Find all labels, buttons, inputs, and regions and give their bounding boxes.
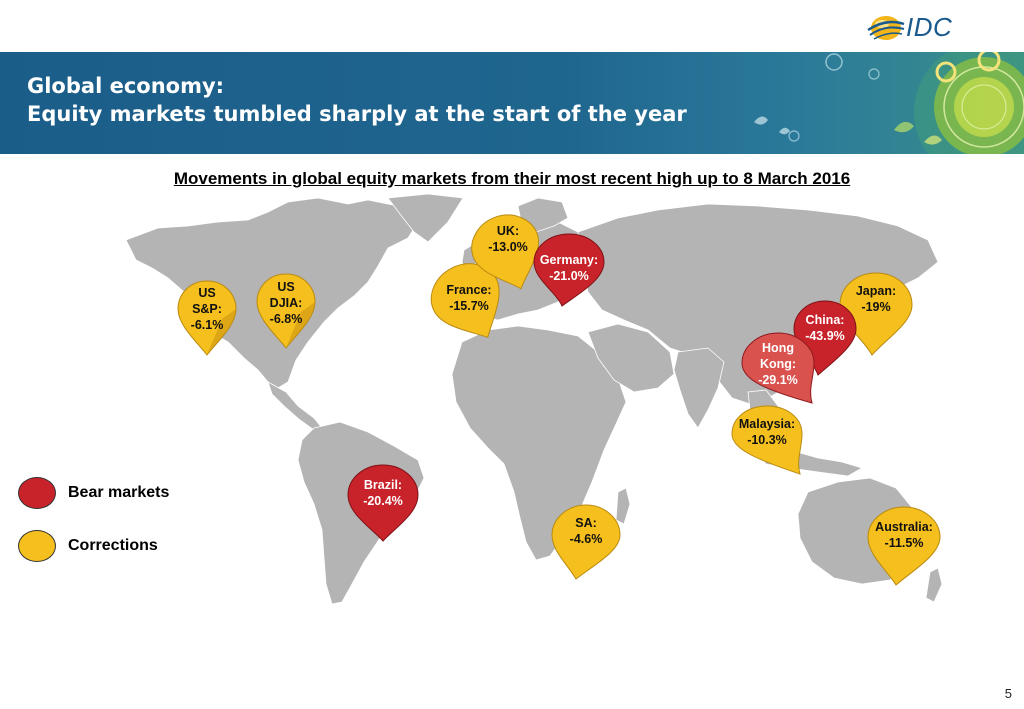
pin-line: France: xyxy=(446,283,492,297)
banner-decoration xyxy=(684,52,1024,154)
market-pin-germany xyxy=(532,232,606,308)
pin-line: DJIA: xyxy=(269,296,303,310)
pin-line: Germany: xyxy=(539,253,599,267)
idc-logo xyxy=(866,10,986,44)
pin-line: S&P: xyxy=(192,302,222,316)
pin-line: SA: xyxy=(575,516,597,530)
pin-value: -6.1% xyxy=(190,318,224,332)
market-pin-hong-kong xyxy=(740,331,816,407)
central-america-landmass xyxy=(268,382,322,430)
page-number: 5 xyxy=(1004,686,1012,701)
legend-bear-label: Bear markets xyxy=(68,484,170,501)
pin-line: Hong xyxy=(762,341,794,355)
pin-line: Kong: xyxy=(759,357,797,371)
pin-value: -43.9% xyxy=(805,329,845,343)
pin-value: -10.3% xyxy=(747,433,787,447)
market-pin-brazil xyxy=(346,463,420,543)
subtitle-text: Movements in global equity markets from their most recent high up to 8 March 2016 xyxy=(173,169,851,188)
legend-correction-label: Corrections xyxy=(68,537,158,554)
pin-value: -19% xyxy=(861,300,891,314)
pin-value: -29.1% xyxy=(758,373,798,387)
market-pin-us-djia xyxy=(255,272,317,350)
pin-value: -21.0% xyxy=(549,269,589,283)
pin-value: -6.8% xyxy=(269,312,303,326)
pin-value: -20.4% xyxy=(363,494,403,508)
market-pin-australia xyxy=(866,505,942,587)
pin-line: Japan: xyxy=(855,284,897,298)
legend-corrections xyxy=(18,530,158,562)
idc-globe-icon xyxy=(866,10,906,44)
pin-line: China: xyxy=(805,313,845,327)
pin-value: -4.6% xyxy=(569,532,603,546)
pin-line: UK: xyxy=(496,224,520,238)
legend-bear-markets xyxy=(18,477,169,509)
pin-line: US xyxy=(277,280,295,294)
top-bar xyxy=(0,0,1024,52)
market-pin-sa xyxy=(550,503,622,581)
title-banner xyxy=(0,52,1024,154)
pin-value: -11.5% xyxy=(884,536,924,550)
pin-line: US xyxy=(198,286,216,300)
bear-swatch-icon xyxy=(18,477,56,509)
pin-line: Brazil: xyxy=(363,478,403,492)
logo-text: IDC xyxy=(906,12,953,42)
correction-swatch-icon xyxy=(18,530,56,562)
market-pin-us-sp xyxy=(176,279,238,357)
pin-value: -13.0% xyxy=(488,240,528,254)
market-pin-malaysia xyxy=(730,404,804,476)
india-landmass xyxy=(674,348,724,428)
pin-line: Australia: xyxy=(875,520,933,534)
title-line-2: Equity markets tumbled sharply at the start of the year xyxy=(27,102,687,126)
pin-line: Malaysia: xyxy=(738,417,796,431)
title-line-1: Global economy: xyxy=(27,74,225,98)
map-subtitle xyxy=(0,169,1024,189)
pin-value: -15.7% xyxy=(449,299,489,313)
page-title xyxy=(27,72,687,128)
